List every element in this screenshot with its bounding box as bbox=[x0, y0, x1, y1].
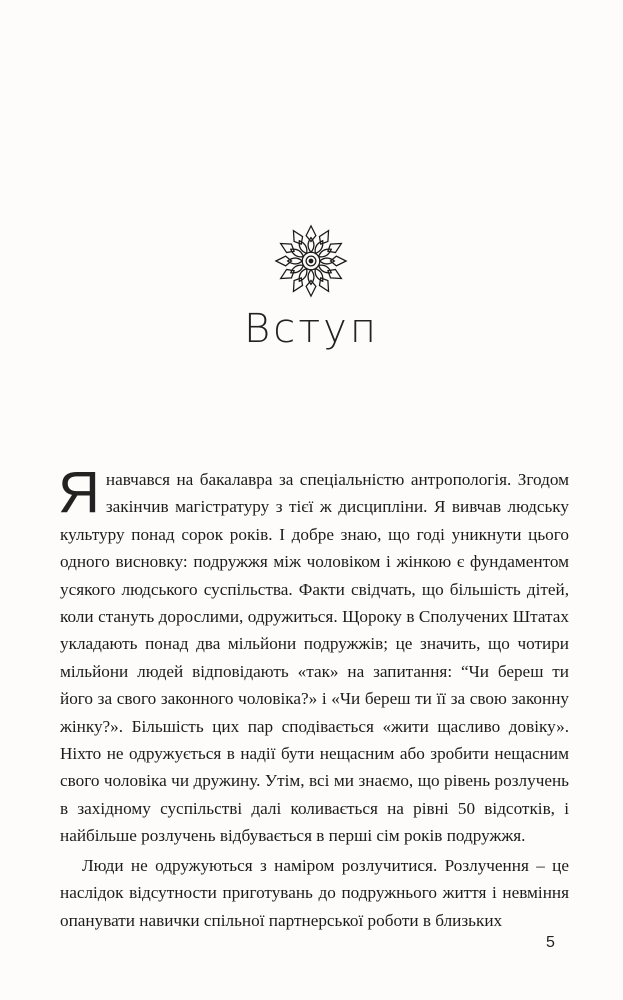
drop-cap: Я bbox=[58, 460, 100, 525]
first-paragraph-text: навчався на бакалавра за спеціальністю антропологія. Згодом закінчив магістратуру з тієї ж дисципліни. Я вивчав людську культуру понад сорок років. І добре знаю, що годі уникнути цього одного висновку: подружжя між чоловіком і жінкою є фундаментом усякого людського суспільства. Факти свідчать, що більшість дітей, коли стануть дорослими, одружиться. Щороку в Сполучених Штатах укладають понад два мільйони подружжів; це значить, що чотири мільйони людей відповідають «так» на запитання: “Чи береш ти його за свого законного чоловіка?» і «Чи береш ти її за свою законну жінку?». Більшість цих пар сподівається «жити щасливо довіку». Ніхто не одружується в надії бути нещасним або зробити нещасним свого чоловіка чи дружину. Утім, всі ми знаємо, що рівень розлучень в західному суспільстві далі коливається на рівні 50 відсотків, і найбільше розлучень відбувається в перші сім років подружжя. bbox=[60, 470, 569, 846]
second-paragraph: Люди не одружуються з наміром розлучитися. Розлучення – це наслідок відсутности приготувань до подружнього життя і невміння опанувати навички спільної партнерської роботи в близьких bbox=[60, 855, 569, 930]
mandala-ornament-icon bbox=[272, 222, 350, 300]
page-number: 5 bbox=[546, 934, 555, 951]
first-paragraph bbox=[58, 460, 569, 850]
chapter-title: Вступ bbox=[244, 306, 379, 352]
chapter-body bbox=[58, 460, 569, 934]
